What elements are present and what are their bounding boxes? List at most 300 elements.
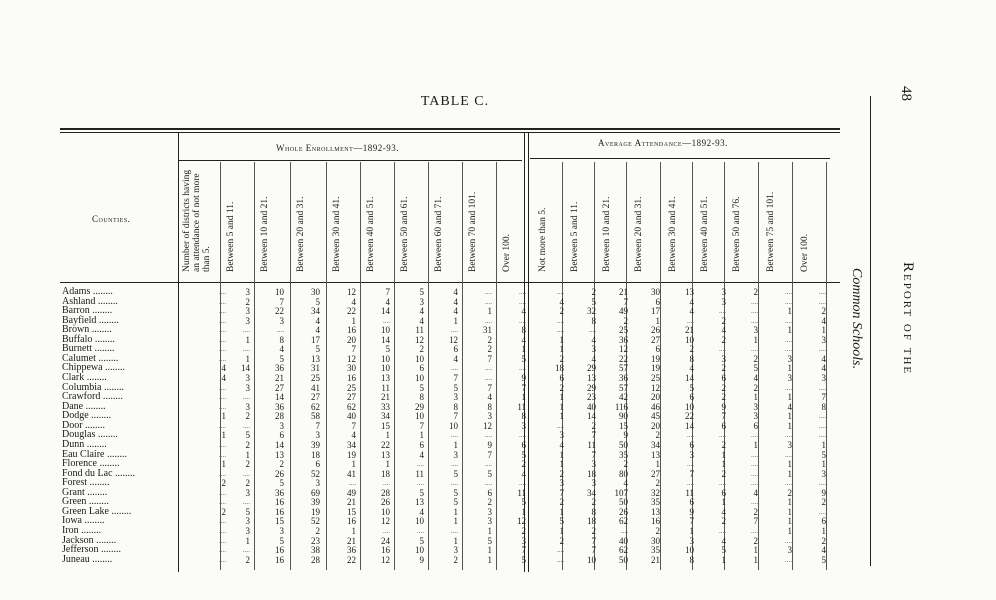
table-cell: 21 xyxy=(347,535,356,546)
table-cell: 2 xyxy=(559,382,564,393)
table-cell: 3 xyxy=(279,420,284,431)
table-cell: 50 xyxy=(619,497,628,508)
table-cell: .... xyxy=(621,527,628,535)
table-cell: .... xyxy=(485,316,492,325)
table-cell: 41 xyxy=(347,468,356,479)
county-name: Florence ........ xyxy=(62,458,120,470)
table-cell: .... xyxy=(219,354,226,363)
table-cell: 5 xyxy=(315,344,320,355)
table-cell: 5 xyxy=(453,487,458,498)
table-cell: .... xyxy=(417,527,424,535)
table-cell: 1 xyxy=(655,459,660,470)
table-cell: 1 xyxy=(453,506,458,517)
table-cell: .... xyxy=(219,555,226,564)
table-cell: 2 xyxy=(559,306,564,317)
county-name: Dunn ........ xyxy=(62,438,107,450)
table-cell: 27 xyxy=(347,392,356,403)
table-cell: 2 xyxy=(721,392,726,403)
table-cell: 13 xyxy=(651,506,660,517)
table-cell: 1 xyxy=(559,449,564,460)
table-cell: 1 xyxy=(787,506,792,517)
table-cell: 8 xyxy=(689,554,694,565)
table-cell: 7 xyxy=(351,344,356,355)
table-cell: .... xyxy=(557,555,564,564)
table-cell: 8 xyxy=(591,315,596,326)
table-cell: 10 xyxy=(415,545,424,556)
table-cell: 1 xyxy=(821,459,826,470)
table-cell: 2 xyxy=(721,516,726,527)
table-cell: 2 xyxy=(487,334,492,345)
table-cell: 2 xyxy=(521,526,526,536)
table-cell: 2 xyxy=(721,382,726,393)
table-cell: 7 xyxy=(279,296,284,307)
table-cell: .... xyxy=(687,479,694,488)
table-cell: 1 xyxy=(821,439,826,450)
table-cell: 3 xyxy=(689,449,694,460)
table-cell: 2 xyxy=(245,554,250,565)
table-cell: 2 xyxy=(559,535,564,546)
table-cell: 1 xyxy=(487,554,492,565)
table-cell: 18 xyxy=(587,468,596,479)
county-name: Forest ........ xyxy=(62,477,110,489)
table-cell: 2 xyxy=(753,353,758,364)
county-name: Jefferson ........ xyxy=(62,544,121,556)
table-cell: 57 xyxy=(619,382,628,393)
table-cell: 22 xyxy=(275,306,284,317)
table-cell: 13 xyxy=(415,497,424,508)
table-cell: 3 xyxy=(689,535,694,546)
table-cell: 10 xyxy=(381,353,390,364)
table-cell: .... xyxy=(719,431,726,440)
table-cell: 1 xyxy=(787,411,792,422)
table-cell: 40 xyxy=(619,535,628,546)
table-cell: 7 xyxy=(753,516,758,527)
table-cell: 16 xyxy=(275,497,284,508)
table-cell: 1 xyxy=(753,334,758,345)
table-cell: 3 xyxy=(521,420,526,431)
table-cell: 8 xyxy=(521,325,526,336)
table-cell: 4 xyxy=(279,344,284,355)
table-cell: .... xyxy=(589,326,596,335)
table-cell: 18 xyxy=(381,468,390,479)
table-cell: 1 xyxy=(351,315,356,326)
table-cell: .... xyxy=(557,288,564,296)
table-cell: .... xyxy=(819,383,826,392)
county-name: Jackson ........ xyxy=(62,534,117,546)
table-cell: 9 xyxy=(419,554,424,565)
table-cell: 10 xyxy=(685,401,694,412)
table-cell: 7 xyxy=(351,420,356,431)
table-cell: 1 xyxy=(753,545,758,556)
table-cell: 32 xyxy=(651,487,660,498)
table-cell: 22 xyxy=(685,411,694,422)
table-cell: 26 xyxy=(381,497,390,508)
table-cell: 2 xyxy=(559,468,564,479)
column-header: Not more than 5. xyxy=(538,207,548,272)
table-cell: 10 xyxy=(587,554,596,565)
table-cell: 5 xyxy=(245,430,250,441)
table-cell: 16 xyxy=(381,545,390,556)
column-rule xyxy=(826,162,827,570)
table-cell: 9 xyxy=(623,430,628,441)
table-cell: 7 xyxy=(385,287,390,297)
table-cell: 4 xyxy=(721,325,726,336)
table-cell: 2 xyxy=(559,497,564,508)
table-cell: 12 xyxy=(483,420,492,431)
table-cell: .... xyxy=(451,479,458,488)
table-cell: 8 xyxy=(279,334,284,345)
table-cell: 1 xyxy=(245,334,250,345)
county-name: Grant ........ xyxy=(62,486,108,498)
table-cell: .... xyxy=(785,536,792,545)
county-name: Crawford ........ xyxy=(62,391,123,403)
table-cell: 5 xyxy=(453,468,458,479)
table-cell: 17 xyxy=(651,306,660,317)
county-name: Door ........ xyxy=(62,419,106,431)
table-cell: 2 xyxy=(591,497,596,508)
table-cell: 3 xyxy=(559,430,564,441)
table-cell: 25 xyxy=(651,373,660,384)
table-cell: 2 xyxy=(245,439,250,450)
table-cell: 19 xyxy=(651,353,660,364)
table-cell: 24 xyxy=(381,535,390,546)
table-cell: .... xyxy=(751,498,758,507)
table-cell: 12 xyxy=(381,554,390,565)
column-header: Between 50 and 76. xyxy=(732,196,742,272)
table-cell: 16 xyxy=(275,554,284,565)
table-cell: 40 xyxy=(587,401,596,412)
counties-divider xyxy=(178,132,179,572)
table-cell: 5 xyxy=(315,296,320,307)
table-cell: 14 xyxy=(587,411,596,422)
table-cell: 13 xyxy=(381,449,390,460)
running-subhead: Common Schools. xyxy=(849,268,864,370)
table-cell: 10 xyxy=(415,373,424,384)
table-cell: 16 xyxy=(275,506,284,517)
table-cell: .... xyxy=(819,297,826,306)
table-cell: 15 xyxy=(275,516,284,527)
table-cell: 2 xyxy=(487,497,492,508)
table-cell: 5 xyxy=(821,554,826,565)
table-cell: 4 xyxy=(689,306,694,317)
table-cell: 4 xyxy=(521,468,526,479)
table-cell: .... xyxy=(219,536,226,545)
table-top-rule-2 xyxy=(60,132,840,133)
county-name: Dane ........ xyxy=(62,400,106,412)
county-name: Adams ........ xyxy=(62,286,113,297)
table-cell: .... xyxy=(485,460,492,469)
table-cell: .... xyxy=(219,383,226,392)
table-cell: .... xyxy=(219,345,226,354)
table-cell: 6 xyxy=(453,344,458,355)
table-cell: 3 xyxy=(453,545,458,556)
table-cell: 2 xyxy=(753,382,758,393)
county-name: Juneau ........ xyxy=(62,553,113,565)
table-cell: 5 xyxy=(721,545,726,556)
table-cell: 11 xyxy=(415,325,424,336)
table-cell: 3 xyxy=(487,516,492,527)
table-cell: 5 xyxy=(419,535,424,546)
table-cell: 1 xyxy=(453,315,458,326)
table-cell: 1 xyxy=(721,554,726,565)
table-cell: .... xyxy=(243,393,250,402)
table-cell: .... xyxy=(219,393,226,402)
table-cell: 4 xyxy=(315,325,320,336)
table-cell: .... xyxy=(557,326,564,335)
table-cell: 6 xyxy=(753,420,758,431)
table-cell: 10 xyxy=(381,325,390,336)
table-cell: 3 xyxy=(487,506,492,517)
table-cell: 4 xyxy=(419,449,424,460)
table-cell: 2 xyxy=(245,478,250,489)
table-cell: 6 xyxy=(419,439,424,450)
table-cell: .... xyxy=(785,431,792,440)
table-cell: 4 xyxy=(487,392,492,403)
column-rule xyxy=(758,162,759,570)
table-cell: 7 xyxy=(591,449,596,460)
table-cell: 7 xyxy=(419,420,424,431)
table-cell: 15 xyxy=(381,420,390,431)
table-cell: 7 xyxy=(623,296,628,307)
table-cell: 9 xyxy=(721,401,726,412)
table-cell: 1 xyxy=(487,526,492,536)
table-cell: 5 xyxy=(521,497,526,508)
table-cell: .... xyxy=(219,402,226,411)
table-cell: 3 xyxy=(821,334,826,345)
table-cell: .... xyxy=(519,431,526,440)
table-cell: .... xyxy=(243,345,250,354)
column-rule xyxy=(394,162,395,570)
table-cell: 50 xyxy=(619,554,628,565)
table-cell: 2 xyxy=(487,344,492,355)
table-cell: 23 xyxy=(587,392,596,403)
table-cell: 7 xyxy=(521,382,526,393)
table-cell: 6 xyxy=(655,296,660,307)
county-name: Clark ........ xyxy=(62,372,107,384)
table-cell: 18 xyxy=(311,449,320,460)
table-title: TABLE C. xyxy=(420,94,490,109)
table-cell: 1 xyxy=(245,353,250,364)
table-cell: 25 xyxy=(619,325,628,336)
table-cell: 1 xyxy=(521,392,526,403)
table-cell: 35 xyxy=(651,545,660,556)
table-cell: 1 xyxy=(559,401,564,412)
table-cell: 4 xyxy=(821,545,826,556)
table-cell: .... xyxy=(751,297,758,306)
column-header: Between 40 and 51. xyxy=(700,196,710,272)
table-cell: 3 xyxy=(591,459,596,470)
table-cell: 1 xyxy=(351,459,356,470)
table-cell: 1 xyxy=(787,363,792,374)
table-cell: 4 xyxy=(689,363,694,374)
table-cell: 21 xyxy=(651,554,660,565)
column-rule xyxy=(496,162,497,570)
table-cell: .... xyxy=(219,450,226,459)
table-cell: 34 xyxy=(311,306,320,317)
column-header: Over 100. xyxy=(502,234,512,272)
table-cell: 13 xyxy=(275,449,284,460)
table-cell: .... xyxy=(243,469,250,478)
table-cell: .... xyxy=(485,364,492,373)
table-cell: 6 xyxy=(559,373,564,384)
table-cell: 11 xyxy=(685,487,694,498)
group-rule-whole xyxy=(178,160,522,161)
table-cell: 1 xyxy=(351,526,356,536)
table-cell: 20 xyxy=(651,392,660,403)
table-cell: .... xyxy=(219,307,226,316)
table-cell: .... xyxy=(519,288,526,296)
table-cell: .... xyxy=(819,421,826,430)
table-cell: .... xyxy=(819,345,826,354)
table-cell: 14 xyxy=(241,363,250,374)
county-name: Chippewa ........ xyxy=(62,362,126,374)
table-cell: .... xyxy=(219,421,226,430)
table-cell: 12 xyxy=(415,334,424,345)
table-cell: 62 xyxy=(619,516,628,527)
table-cell: 29 xyxy=(587,382,596,393)
table-cell: .... xyxy=(785,297,792,306)
table-cell: 21 xyxy=(619,287,628,297)
table-cell: 4 xyxy=(351,430,356,441)
column-header: Between 5 and 11. xyxy=(570,201,580,272)
table-cell: 32 xyxy=(587,306,596,317)
table-cell: 20 xyxy=(651,420,660,431)
table-cell: .... xyxy=(219,288,226,296)
table-cell: 36 xyxy=(275,363,284,374)
table-cell: 5 xyxy=(419,487,424,498)
table-cell: 62 xyxy=(619,545,628,556)
running-head: Report of the xyxy=(900,262,916,376)
table-cell: .... xyxy=(383,479,390,488)
table-cell: 27 xyxy=(275,382,284,393)
table-cell: 3 xyxy=(821,373,826,384)
table-cell: 3 xyxy=(245,516,250,527)
table-cell: 8 xyxy=(521,411,526,422)
table-cell: 3 xyxy=(315,430,320,441)
table-cell: 8 xyxy=(453,401,458,412)
column-header: Between 70 and 101. xyxy=(468,191,478,272)
table-cell: .... xyxy=(519,364,526,373)
table-cell: 7 xyxy=(487,382,492,393)
table-cell: 36 xyxy=(275,401,284,412)
table-cell: 2 xyxy=(721,315,726,326)
table-cell: 16 xyxy=(275,545,284,556)
county-name: Fond du Lac ........ xyxy=(62,467,136,479)
table-cell: 3 xyxy=(279,315,284,326)
table-cell: .... xyxy=(819,479,826,488)
county-name: Douglas ........ xyxy=(62,429,118,441)
table-cell: 7 xyxy=(689,516,694,527)
table-cell: 3 xyxy=(787,353,792,364)
table-cell: .... xyxy=(451,527,458,535)
table-cell: 6 xyxy=(689,392,694,403)
table-cell: .... xyxy=(451,326,458,335)
table-cell: .... xyxy=(417,460,424,469)
table-cell: 2 xyxy=(591,287,596,297)
table-cell: 27 xyxy=(651,468,660,479)
county-name: Eau Claire ........ xyxy=(62,448,127,460)
table-cell: 35 xyxy=(619,449,628,460)
table-cell: 1 xyxy=(559,334,564,345)
table-cell: .... xyxy=(719,479,726,488)
table-cell: .... xyxy=(785,383,792,392)
table-cell: 1 xyxy=(221,430,226,441)
table-cell: 1 xyxy=(487,306,492,317)
table-cell: 3 xyxy=(591,344,596,355)
table-cell: 52 xyxy=(311,516,320,527)
table-cell: 2 xyxy=(753,506,758,517)
table-cell: .... xyxy=(219,326,226,335)
table-cell: 8 xyxy=(821,401,826,412)
table-cell: 4 xyxy=(521,306,526,317)
table-cell: .... xyxy=(219,335,226,344)
table-cell: 13 xyxy=(381,373,390,384)
table-cell: 1 xyxy=(221,411,226,422)
county-name: Dodge ........ xyxy=(62,410,112,422)
table-cell: 2 xyxy=(521,459,526,470)
table-cell: 10 xyxy=(449,420,458,431)
table-cell: .... xyxy=(383,527,390,535)
table-cell: 1 xyxy=(787,468,792,479)
table-cell: 2 xyxy=(245,411,250,422)
table-cell: .... xyxy=(785,555,792,564)
table-cell: 15 xyxy=(619,420,628,431)
table-cell: 2 xyxy=(721,363,726,374)
table-cell: 4 xyxy=(753,373,758,384)
table-cell: 34 xyxy=(347,439,356,450)
table-cell: 46 xyxy=(651,401,660,412)
table-cell: 1 xyxy=(787,306,792,317)
county-name: Buffalo ........ xyxy=(62,333,115,345)
table-cell: 14 xyxy=(275,392,284,403)
table-cell: 1 xyxy=(559,526,564,536)
table-cell: 1 xyxy=(753,554,758,565)
county-name: Ashland ........ xyxy=(62,295,118,307)
table-cell: 2 xyxy=(655,526,660,536)
table-cell: 4 xyxy=(315,315,320,326)
table-cell: 5 xyxy=(821,449,826,460)
table-cell: .... xyxy=(785,479,792,488)
table-cell: 26 xyxy=(275,468,284,479)
table-cell: 6 xyxy=(721,420,726,431)
table-cell: 5 xyxy=(689,382,694,393)
table-cell: 50 xyxy=(619,439,628,450)
table-cell: 3 xyxy=(245,306,250,317)
table-cell: 27 xyxy=(311,392,320,403)
table-cell: 12 xyxy=(651,382,660,393)
table-cell: 6 xyxy=(721,373,726,384)
county-name: Iron ........ xyxy=(62,525,102,536)
table-cell: 1 xyxy=(453,439,458,450)
table-cell: 22 xyxy=(347,306,356,317)
table-cell: 2 xyxy=(689,344,694,355)
table-cell: 19 xyxy=(311,506,320,517)
table-cell: 6 xyxy=(487,487,492,498)
table-cell: 1 xyxy=(787,392,792,403)
table-cell: 36 xyxy=(347,545,356,556)
county-name: Columbia ........ xyxy=(62,381,124,393)
table-cell: 62 xyxy=(347,401,356,412)
table-cell: 5 xyxy=(521,554,526,565)
table-cell: .... xyxy=(243,546,250,555)
table-cell: 34 xyxy=(587,487,596,498)
table-cell: 15 xyxy=(347,506,356,517)
table-cell: 12 xyxy=(449,334,458,345)
table-cell: 1 xyxy=(487,545,492,556)
table-cell: 2 xyxy=(821,306,826,317)
group-header-avg: Average Attendance—1892-93. xyxy=(598,138,728,148)
table-cell: 2 xyxy=(821,497,826,508)
